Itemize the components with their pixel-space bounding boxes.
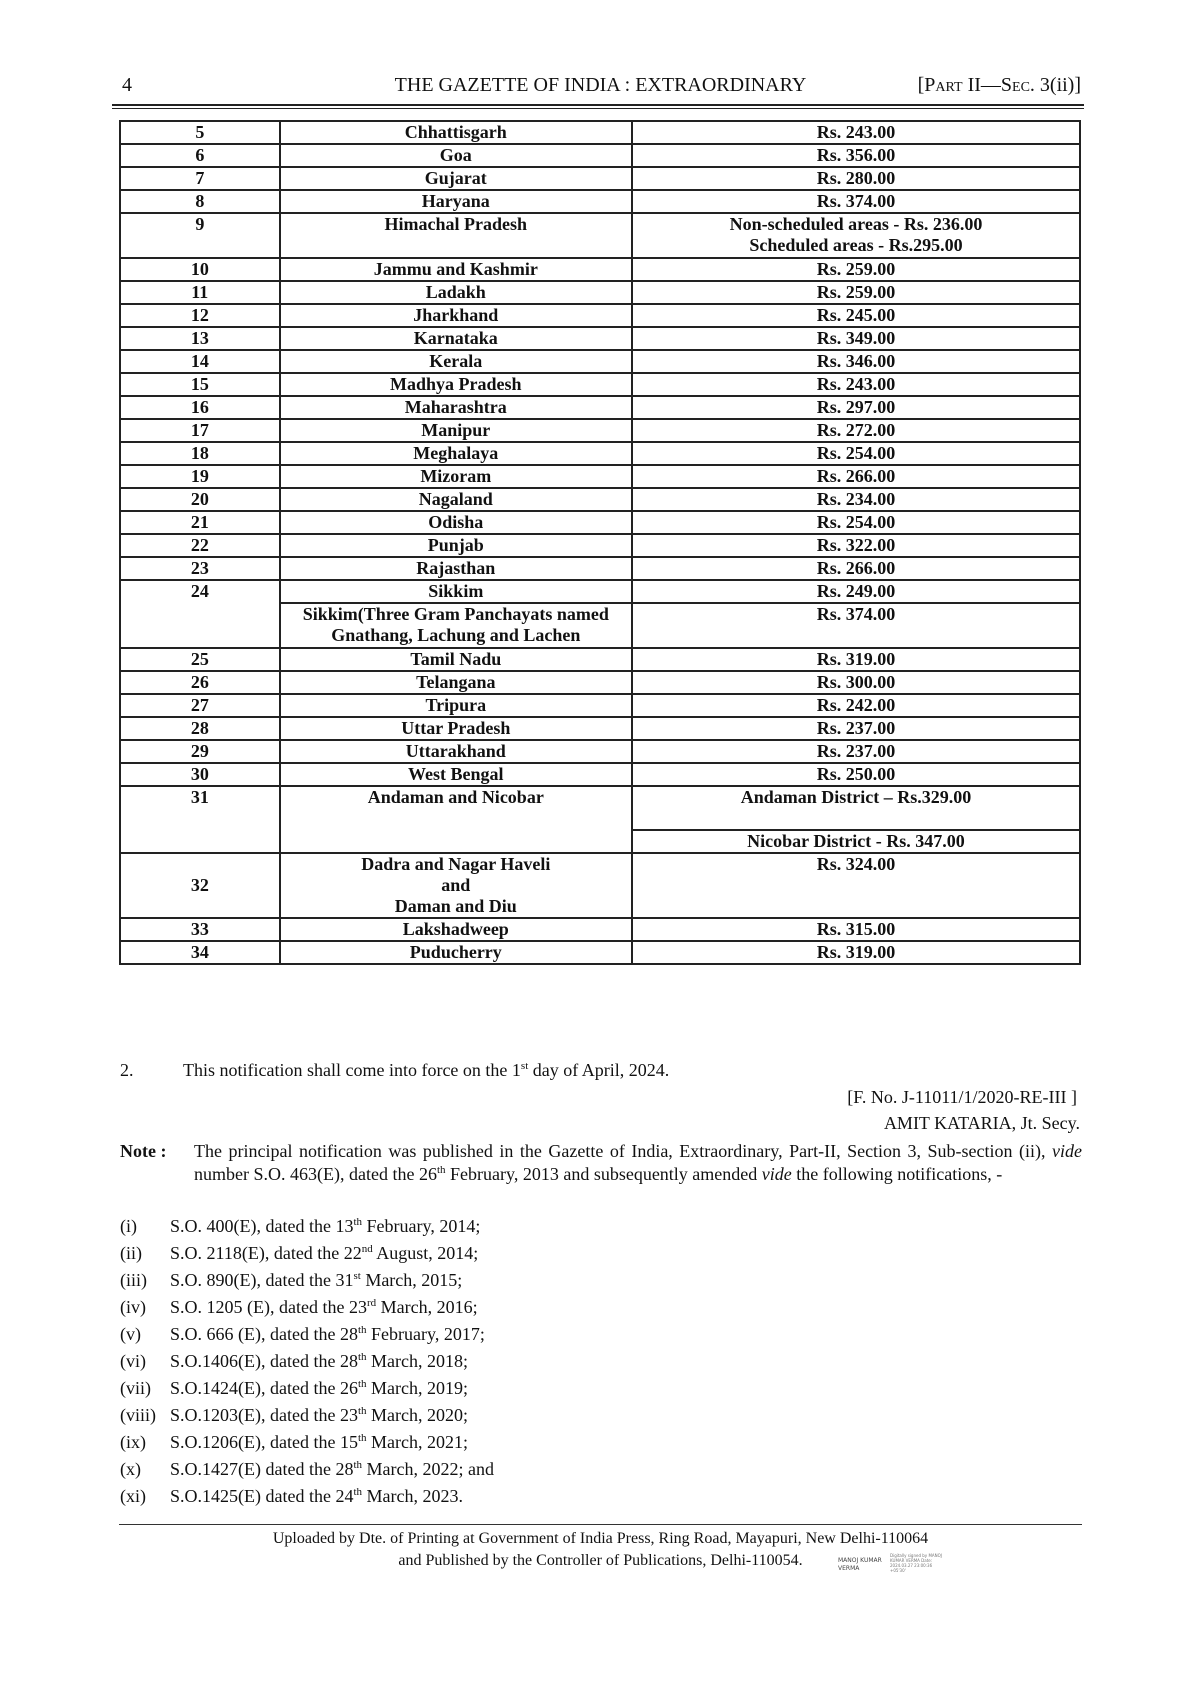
- table-row: [120, 671, 1080, 694]
- serial-number-cell: 26: [120, 671, 280, 694]
- serial-number-cell: 29: [120, 740, 280, 763]
- table-row: [120, 281, 1080, 304]
- rate-cell: Rs. 250.00: [632, 763, 1080, 786]
- table-row: [120, 350, 1080, 373]
- rate-cell: Rs. 259.00: [632, 258, 1080, 281]
- state-cell: Tamil Nadu: [280, 648, 632, 671]
- list-item: (iv) S.O. 1205 (E), dated the 23rd March, 2016;: [120, 1297, 478, 1317]
- gazette-title: THE GAZETTE OF INDIA : EXTRAORDINARY: [394, 74, 807, 96]
- rate-cell: Rs. 266.00: [632, 465, 1080, 488]
- list-item: (vi) S.O.1406(E), dated the 28th March, 2018;: [120, 1351, 469, 1371]
- rate-cell: Rs. 254.00: [632, 511, 1080, 534]
- table-row: [120, 557, 1080, 580]
- note-label: Note :: [120, 1141, 167, 1161]
- table-row: [120, 190, 1080, 213]
- header-rule-thin: [112, 108, 1084, 109]
- table-row: [120, 918, 1080, 941]
- table-row: [120, 717, 1080, 740]
- serial-number-cell: 14: [120, 350, 280, 373]
- file-number: [F. No. J-11011/1/2020-RE-III ]: [847, 1087, 1077, 1107]
- serial-number-cell: 5: [120, 121, 280, 144]
- list-item: (vii) S.O.1424(E), dated the 26th March, 2019;: [120, 1378, 469, 1398]
- table-row: [120, 941, 1080, 964]
- serial-number-cell: 30: [120, 763, 280, 786]
- table-row: [120, 853, 1080, 918]
- rate-cell: Rs. 374.00: [632, 603, 1080, 648]
- footer-line-1: Uploaded by Dte. of Printing at Government of India Press, Ring Road, Mayapuri, New Delhi-110064: [272, 1530, 929, 1547]
- state-cell: Sikkim(Three Gram Panchayats named Gnathang, Lachung and Lachen: [280, 603, 632, 648]
- state-cell: Puducherry: [280, 941, 632, 964]
- table-row: [120, 396, 1080, 419]
- serial-number-cell: 21: [120, 511, 280, 534]
- serial-number-cell: 24: [120, 580, 280, 648]
- serial-number-cell: 8: [120, 190, 280, 213]
- list-item: (ii) S.O. 2118(E), dated the 22nd August, 2014;: [120, 1243, 479, 1263]
- rate-cell: Rs. 237.00: [632, 717, 1080, 740]
- table-row: [120, 442, 1080, 465]
- rate-cell: Rs. 245.00: [632, 304, 1080, 327]
- list-item: (ix) S.O.1206(E), dated the 15th March, 2021;: [120, 1432, 469, 1452]
- signature-details: Digitally signed by MANOJ KUMAR VERMA Date: 2024.03.27 23:00:36 +05'30': [890, 1553, 942, 1573]
- rate-cell: Rs. 315.00: [632, 918, 1080, 941]
- rate-cell: Rs. 300.00: [632, 671, 1080, 694]
- rate-cell: Rs. 237.00: [632, 740, 1080, 763]
- serial-number-cell: 32: [120, 853, 280, 918]
- part-section-label: [Part II—Sec. 3(ii)]: [917, 74, 1081, 96]
- rate-cell: Rs. 324.00: [632, 853, 1080, 918]
- serial-number-cell: 20: [120, 488, 280, 511]
- list-item: (v) S.O. 666 (E), dated the 28th February, 2017;: [120, 1324, 485, 1344]
- table-row: [120, 694, 1080, 717]
- rate-cell: Rs. 242.00: [632, 694, 1080, 717]
- table-row: [120, 304, 1080, 327]
- table-row: [120, 167, 1080, 190]
- digital-signature-stamp: [838, 1553, 948, 1579]
- serial-number-cell: 18: [120, 442, 280, 465]
- list-item: (x) S.O.1427(E) dated the 28th March, 2022; and: [120, 1459, 494, 1479]
- commencement-paragraph: 2. This notification shall come into force on the 1st day of April, 2024.: [120, 1060, 670, 1080]
- state-cell: Nagaland: [280, 488, 632, 511]
- state-cell: Mizoram: [280, 465, 632, 488]
- rate-cell: Rs. 280.00: [632, 167, 1080, 190]
- footer-rule: [119, 1524, 1082, 1525]
- rate-cell: Rs. 272.00: [632, 419, 1080, 442]
- signatory-name: AMIT KATARIA, Jt. Secy.: [883, 1113, 1080, 1133]
- state-cell: Tripura: [280, 694, 632, 717]
- rate-cell: Rs. 249.00: [632, 580, 1080, 603]
- list-item: (viii) S.O.1203(E), dated the 23th March, 2020;: [120, 1405, 469, 1425]
- serial-number-cell: 11: [120, 281, 280, 304]
- state-cell: Lakshadweep: [280, 918, 632, 941]
- state-cell: Madhya Pradesh: [280, 373, 632, 396]
- header-rule: [112, 104, 1084, 106]
- serial-number-cell: 15: [120, 373, 280, 396]
- serial-number-cell: 22: [120, 534, 280, 557]
- state-cell: Karnataka: [280, 327, 632, 350]
- page-header: [118, 74, 1083, 102]
- table-row: [120, 144, 1080, 167]
- table-row: [120, 740, 1080, 763]
- serial-number-cell: 23: [120, 557, 280, 580]
- state-cell: Manipur: [280, 419, 632, 442]
- rate-cell: Rs. 254.00: [632, 442, 1080, 465]
- note-block: [120, 1140, 1082, 1186]
- state-cell: Punjab: [280, 534, 632, 557]
- rate-cell: Rs. 349.00: [632, 327, 1080, 350]
- rate-cell: Rs. 356.00: [632, 144, 1080, 167]
- list-item: (i) S.O. 400(E), dated the 13th February, 2014;: [120, 1216, 481, 1236]
- table-row: [120, 373, 1080, 396]
- serial-number-cell: 25: [120, 648, 280, 671]
- serial-number-cell: 31: [120, 786, 280, 853]
- rate-cell: Rs. 243.00: [632, 121, 1080, 144]
- state-cell: Meghalaya: [280, 442, 632, 465]
- state-cell: Uttarakhand: [280, 740, 632, 763]
- state-cell: Chhattisgarh: [280, 121, 632, 144]
- serial-number-cell: 12: [120, 304, 280, 327]
- table-row: [120, 258, 1080, 281]
- table-row: [120, 419, 1080, 442]
- state-cell: Jammu and Kashmir: [280, 258, 632, 281]
- amendment-list: [120, 1213, 494, 1510]
- rate-cell: Rs. 234.00: [632, 488, 1080, 511]
- rate-cell: Nicobar District - Rs. 347.00: [632, 830, 1080, 853]
- state-cell: Jharkhand: [280, 304, 632, 327]
- table-row: [120, 763, 1080, 786]
- state-cell: Haryana: [280, 190, 632, 213]
- state-cell: Odisha: [280, 511, 632, 534]
- state-cell: Maharashtra: [280, 396, 632, 419]
- table-row: [120, 213, 1080, 258]
- table-row: [120, 465, 1080, 488]
- state-cell: Telangana: [280, 671, 632, 694]
- state-cell: Uttar Pradesh: [280, 717, 632, 740]
- rate-cell: Rs. 319.00: [632, 941, 1080, 964]
- state-cell: Goa: [280, 144, 632, 167]
- rate-cell: Andaman District – Rs.329.00: [632, 786, 1080, 830]
- state-cell: Dadra and Nagar Haveli and Daman and Diu: [280, 853, 632, 918]
- rate-cell: Rs. 266.00: [632, 557, 1080, 580]
- state-cell: Gujarat: [280, 167, 632, 190]
- rate-cell: Rs. 322.00: [632, 534, 1080, 557]
- state-cell: West Bengal: [280, 763, 632, 786]
- serial-number-cell: 9: [120, 213, 280, 258]
- table-row: [120, 121, 1080, 144]
- serial-number-cell: 34: [120, 941, 280, 964]
- state-cell: Kerala: [280, 350, 632, 373]
- serial-number-cell: 7: [120, 167, 280, 190]
- table-row: [120, 511, 1080, 534]
- page-number: 4: [122, 74, 132, 96]
- table-row: [120, 648, 1080, 671]
- wage-rates-table: [119, 120, 1081, 965]
- rate-cell: Non-scheduled areas - Rs. 236.00 Scheduled areas - Rs.295.00: [632, 213, 1080, 258]
- table-row: [120, 488, 1080, 511]
- serial-number-cell: 28: [120, 717, 280, 740]
- rate-cell: Rs. 243.00: [632, 373, 1080, 396]
- serial-number-cell: 27: [120, 694, 280, 717]
- state-cell: Ladakh: [280, 281, 632, 304]
- footer-line-2: and Published by the Controller of Publications, Delhi-110054.: [398, 1552, 803, 1569]
- table-row: [120, 534, 1080, 557]
- rate-cell: Rs. 374.00: [632, 190, 1080, 213]
- rate-cell: Rs. 319.00: [632, 648, 1080, 671]
- serial-number-cell: 16: [120, 396, 280, 419]
- rate-cell: Rs. 297.00: [632, 396, 1080, 419]
- rate-cell: Rs. 346.00: [632, 350, 1080, 373]
- serial-number-cell: 13: [120, 327, 280, 350]
- state-cell: Andaman and Nicobar: [280, 786, 632, 853]
- serial-number-cell: 17: [120, 419, 280, 442]
- serial-number-cell: 6: [120, 144, 280, 167]
- signer-name: MANOJ KUMAR VERMA: [838, 1557, 882, 1572]
- state-cell: Sikkim: [280, 580, 632, 603]
- table-row: [120, 580, 1080, 603]
- serial-number-cell: 19: [120, 465, 280, 488]
- list-item: (xi) S.O.1425(E) dated the 24th March, 2023.: [120, 1486, 464, 1506]
- state-cell: Rajasthan: [280, 557, 632, 580]
- rate-cell: Rs. 259.00: [632, 281, 1080, 304]
- state-cell: Himachal Pradesh: [280, 213, 632, 258]
- table-row: [120, 327, 1080, 350]
- serial-number-cell: 33: [120, 918, 280, 941]
- note-text: The principal notification was published in the Gazette of India, Extraordinary, Part-II, Section 3, Sub-section (ii), vide number S.O. 463(E), dated the 26th February, 2013 and subsequently amended vide the following notifications, -: [194, 1141, 1082, 1184]
- list-item: (iii) S.O. 890(E), dated the 31st March, 2015;: [120, 1270, 463, 1290]
- serial-number-cell: 10: [120, 258, 280, 281]
- table-row: [120, 786, 1080, 830]
